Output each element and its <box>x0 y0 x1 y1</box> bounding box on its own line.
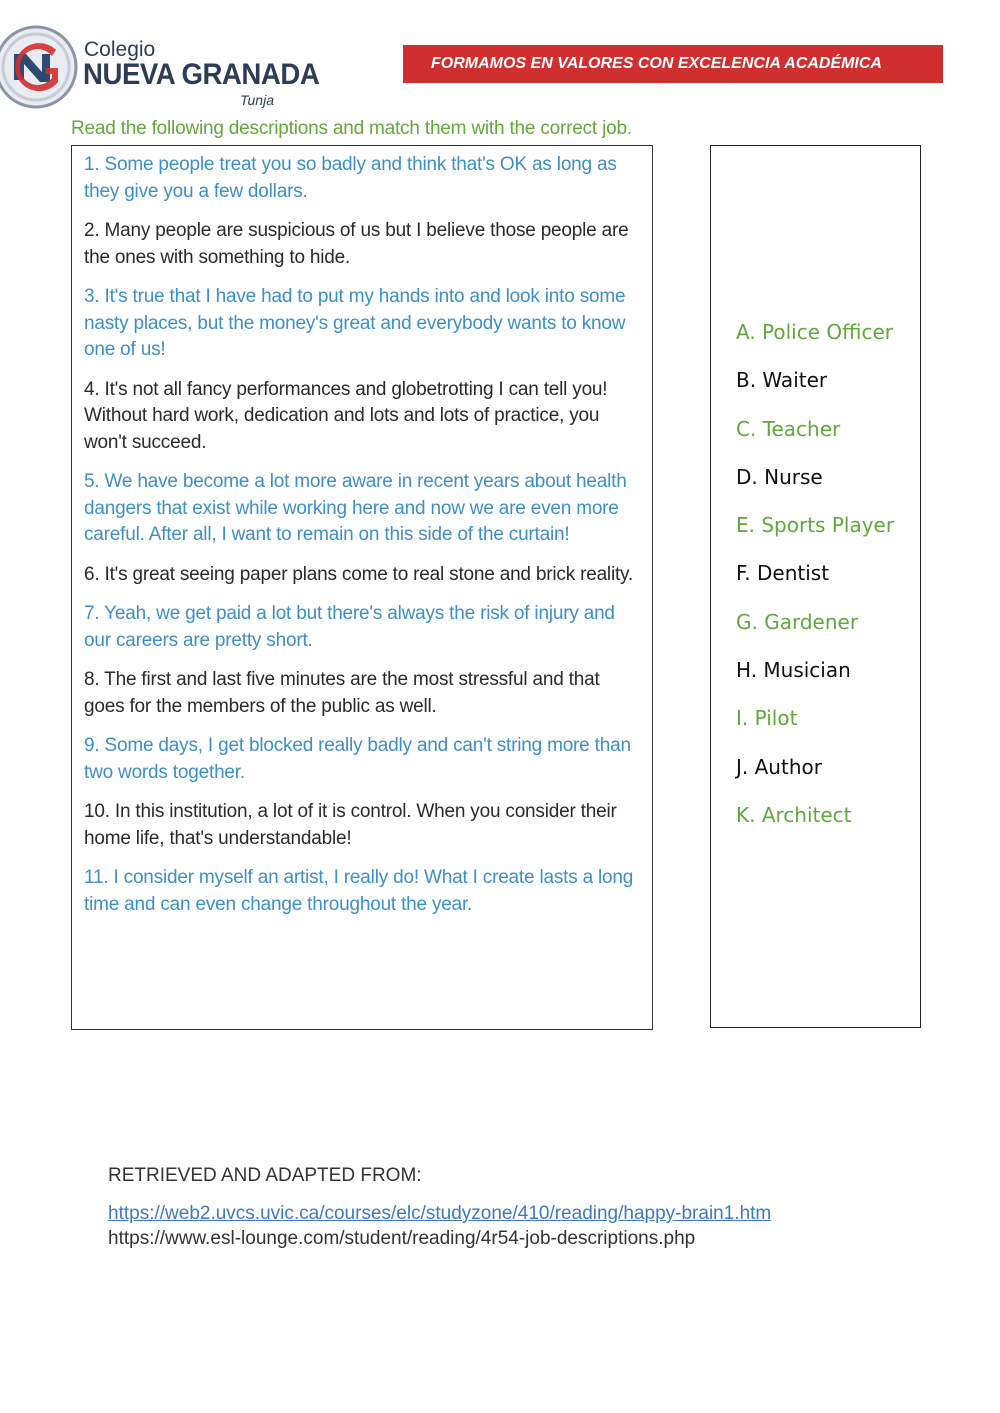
description-item: 8. The first and last five minutes are the most stressful and that goes for the members of the public as well. <box>84 669 600 717</box>
description-item: 10. In this institution, a lot of it is control. When you consider their home life, that's understandable! <box>84 801 617 849</box>
description-item: 2. Many people are suspicious of us but I believe those people are the ones with something to hide. <box>84 220 629 268</box>
source-text: https://www.esl-lounge.com/student/reading/4r54-job-descriptions.php <box>108 1228 696 1249</box>
job-option[interactable]: F. Dentist <box>736 561 830 586</box>
descriptions-box <box>71 145 653 1030</box>
logo-line-colegio: Colegio <box>84 38 156 61</box>
logo-line-school-name: NUEVA GRANADA <box>83 58 320 91</box>
description-item: 11. I consider myself an artist, I really do! What I create lasts a long time and can even change throughout the year. <box>84 867 634 915</box>
sources-section <box>108 1165 771 1250</box>
description-item: 4. It's not all fancy performances and globetrotting I can tell you! Without hard work, dedication and lots and lots of practice, you won't succeed. <box>84 378 608 453</box>
job-option[interactable]: D. Nurse <box>736 464 823 489</box>
job-option[interactable]: G. Gardener <box>736 609 859 634</box>
motto-banner: FORMAMOS EN VALORES CON EXCELENCIA ACADÉMICA <box>403 45 943 83</box>
logo-line-city: Tunja <box>240 92 274 108</box>
school-emblem-icon <box>0 20 80 112</box>
job-option[interactable]: B. Waiter <box>736 368 828 393</box>
job-option[interactable]: H. Musician <box>736 658 851 683</box>
description-item: 7. Yeah, we get paid a lot but there's always the risk of injury and our careers are pretty short. <box>84 603 615 651</box>
sources-heading: RETRIEVED AND ADAPTED FROM: <box>108 1165 422 1186</box>
job-option[interactable]: I. Pilot <box>736 706 798 731</box>
description-item: 9. Some days, I get blocked really badly and can't string more than two words together. <box>84 735 631 783</box>
job-option[interactable]: K. Architect <box>736 802 852 827</box>
description-item: 3. It's true that I have had to put my hands into and look into some nasty places, but the money's great and everybody wants to know one of us! <box>84 286 626 360</box>
description-item: 6. It's great seeing paper plans come to real stone and brick reality. <box>84 563 634 585</box>
job-option[interactable]: A. Police Officer <box>736 320 894 344</box>
source-link[interactable]: https://web2.uvcs.uvic.ca/courses/elc/studyzone/410/reading/happy-brain1.htm <box>108 1203 772 1224</box>
description-item: 1. Some people treat you so badly and think that's OK as long as they give you a few dollars. <box>84 154 617 202</box>
instruction-text: Read the following descriptions and match them with the correct job. <box>71 118 632 139</box>
jobs-list <box>736 318 894 849</box>
job-option[interactable]: J. Author <box>736 754 822 779</box>
job-option[interactable]: C. Teacher <box>736 416 841 441</box>
job-option[interactable]: E. Sports Player <box>736 513 895 538</box>
description-item: 5. We have become a lot more aware in recent years about health dangers that exist while working here and now we are even more careful. After all, I want to remain on this side of the curtain! <box>84 471 627 545</box>
